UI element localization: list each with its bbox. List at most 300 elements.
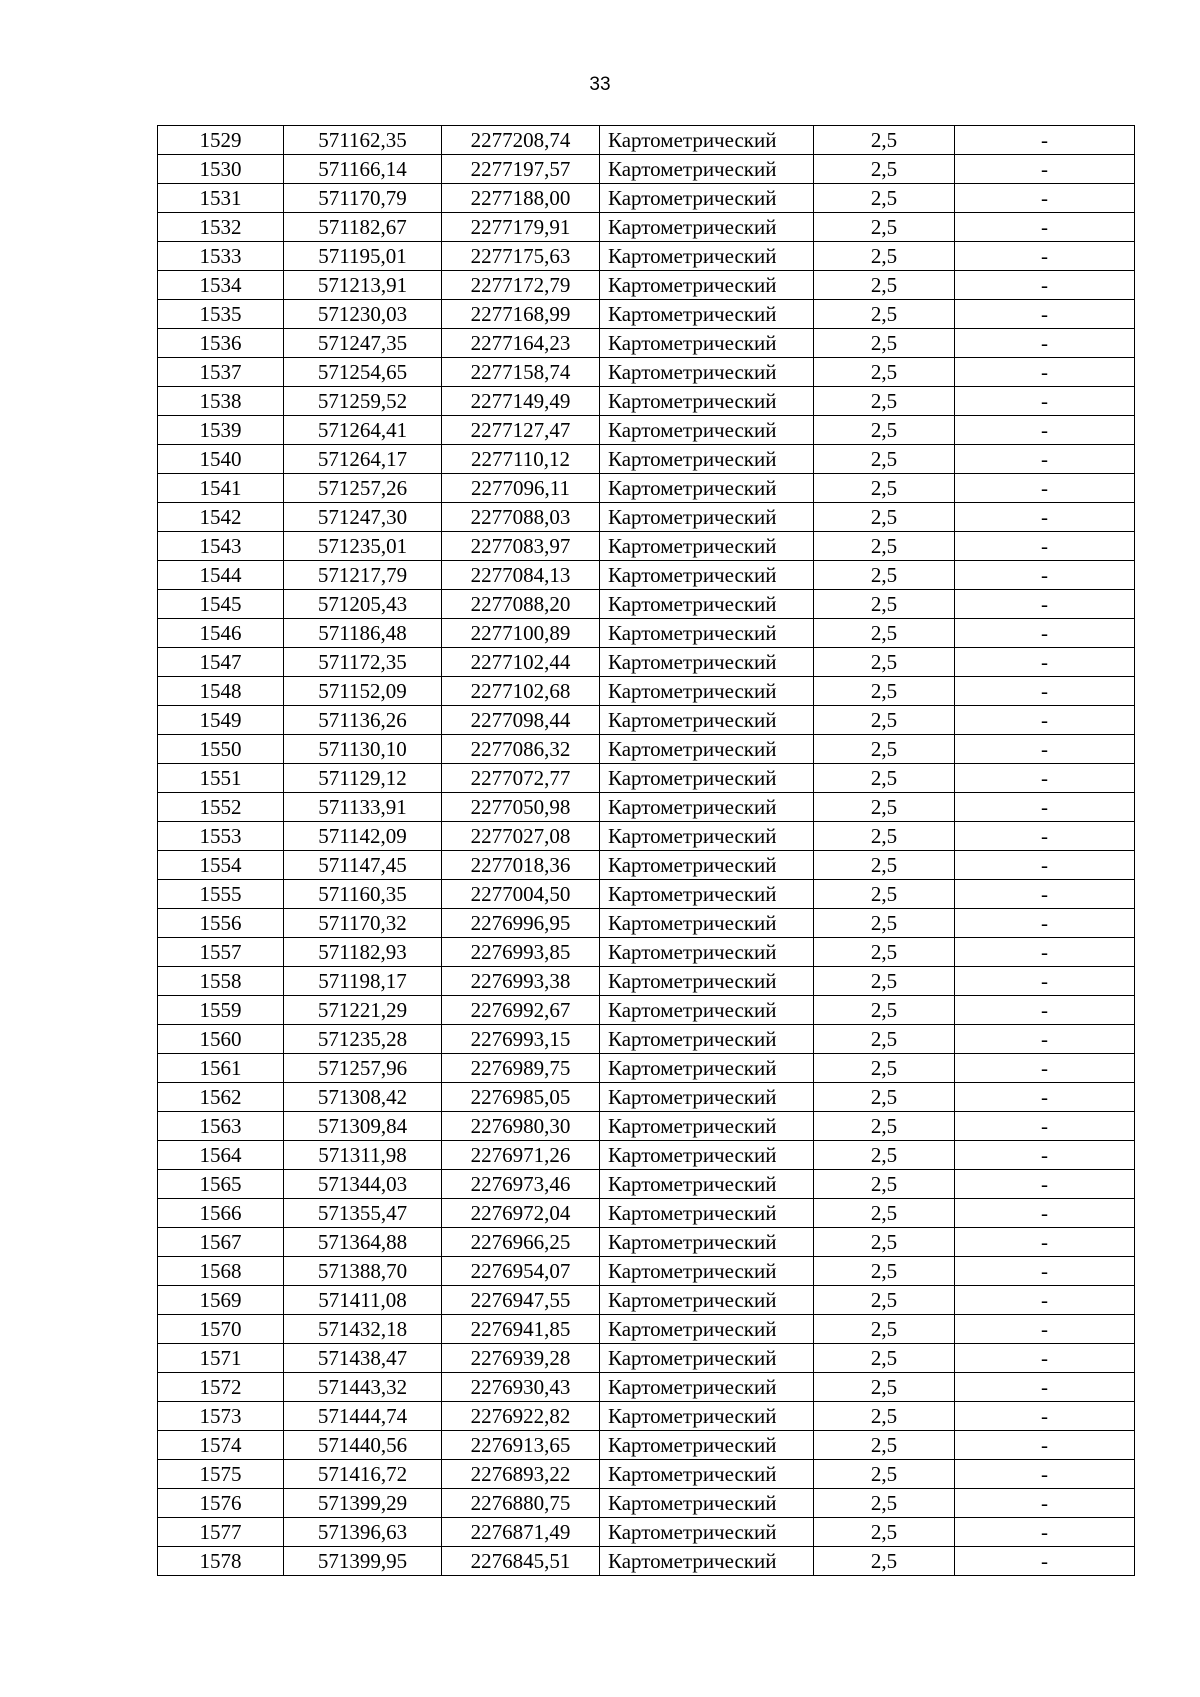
coord-y-cell: 2277208,74 bbox=[442, 126, 600, 155]
point-number-cell: 1555 bbox=[158, 880, 284, 909]
accuracy-cell: 2,5 bbox=[814, 1431, 955, 1460]
point-number-cell: 1551 bbox=[158, 764, 284, 793]
point-number-cell: 1563 bbox=[158, 1112, 284, 1141]
point-number-cell: 1552 bbox=[158, 793, 284, 822]
table-row bbox=[158, 648, 1135, 677]
coord-x-cell: 571130,10 bbox=[284, 735, 442, 764]
description-cell: - bbox=[955, 1431, 1135, 1460]
coord-x-cell: 571247,35 bbox=[284, 329, 442, 358]
accuracy-cell: 2,5 bbox=[814, 793, 955, 822]
coord-x-cell: 571160,35 bbox=[284, 880, 442, 909]
coord-x-cell: 571235,28 bbox=[284, 1025, 442, 1054]
method-cell: Картометрический bbox=[600, 1199, 814, 1228]
description-cell: - bbox=[955, 561, 1135, 590]
description-cell: - bbox=[955, 387, 1135, 416]
description-cell: - bbox=[955, 619, 1135, 648]
coord-y-cell: 2276880,75 bbox=[442, 1489, 600, 1518]
point-number-cell: 1537 bbox=[158, 358, 284, 387]
point-number-cell: 1557 bbox=[158, 938, 284, 967]
accuracy-cell: 2,5 bbox=[814, 648, 955, 677]
accuracy-cell: 2,5 bbox=[814, 909, 955, 938]
method-cell: Картометрический bbox=[600, 590, 814, 619]
description-cell: - bbox=[955, 271, 1135, 300]
description-cell: - bbox=[955, 1547, 1135, 1576]
coord-y-cell: 2276947,55 bbox=[442, 1286, 600, 1315]
coord-y-cell: 2277088,20 bbox=[442, 590, 600, 619]
description-cell: - bbox=[955, 880, 1135, 909]
accuracy-cell: 2,5 bbox=[814, 1460, 955, 1489]
coord-y-cell: 2276966,25 bbox=[442, 1228, 600, 1257]
table-row bbox=[158, 445, 1135, 474]
coord-y-cell: 2277098,44 bbox=[442, 706, 600, 735]
accuracy-cell: 2,5 bbox=[814, 1141, 955, 1170]
method-cell: Картометрический bbox=[600, 1286, 814, 1315]
description-cell: - bbox=[955, 735, 1135, 764]
table-row bbox=[158, 793, 1135, 822]
coordinates-table bbox=[157, 125, 1135, 1576]
description-cell: - bbox=[955, 358, 1135, 387]
coord-x-cell: 571416,72 bbox=[284, 1460, 442, 1489]
point-number-cell: 1564 bbox=[158, 1141, 284, 1170]
point-number-cell: 1567 bbox=[158, 1228, 284, 1257]
description-cell: - bbox=[955, 1025, 1135, 1054]
method-cell: Картометрический bbox=[600, 387, 814, 416]
accuracy-cell: 2,5 bbox=[814, 1547, 955, 1576]
accuracy-cell: 2,5 bbox=[814, 474, 955, 503]
description-cell: - bbox=[955, 648, 1135, 677]
coord-x-cell: 571213,91 bbox=[284, 271, 442, 300]
accuracy-cell: 2,5 bbox=[814, 1199, 955, 1228]
coord-x-cell: 571432,18 bbox=[284, 1315, 442, 1344]
method-cell: Картометрический bbox=[600, 416, 814, 445]
accuracy-cell: 2,5 bbox=[814, 387, 955, 416]
accuracy-cell: 2,5 bbox=[814, 735, 955, 764]
table-row bbox=[158, 822, 1135, 851]
description-cell: - bbox=[955, 1170, 1135, 1199]
coordinates-table-body bbox=[158, 126, 1135, 1576]
coord-x-cell: 571182,67 bbox=[284, 213, 442, 242]
table-row bbox=[158, 242, 1135, 271]
accuracy-cell: 2,5 bbox=[814, 532, 955, 561]
method-cell: Картометрический bbox=[600, 503, 814, 532]
accuracy-cell: 2,5 bbox=[814, 271, 955, 300]
point-number-cell: 1545 bbox=[158, 590, 284, 619]
table-row bbox=[158, 1402, 1135, 1431]
point-number-cell: 1560 bbox=[158, 1025, 284, 1054]
point-number-cell: 1540 bbox=[158, 445, 284, 474]
point-number-cell: 1535 bbox=[158, 300, 284, 329]
page-number: 33 bbox=[589, 74, 611, 95]
table-row bbox=[158, 735, 1135, 764]
coord-x-cell: 571308,42 bbox=[284, 1083, 442, 1112]
coord-x-cell: 571230,03 bbox=[284, 300, 442, 329]
point-number-cell: 1548 bbox=[158, 677, 284, 706]
coord-y-cell: 2277004,50 bbox=[442, 880, 600, 909]
accuracy-cell: 2,5 bbox=[814, 1373, 955, 1402]
point-number-cell: 1546 bbox=[158, 619, 284, 648]
coord-x-cell: 571399,95 bbox=[284, 1547, 442, 1576]
description-cell: - bbox=[955, 996, 1135, 1025]
table-row bbox=[158, 1025, 1135, 1054]
point-number-cell: 1531 bbox=[158, 184, 284, 213]
point-number-cell: 1538 bbox=[158, 387, 284, 416]
coord-y-cell: 2277188,00 bbox=[442, 184, 600, 213]
point-number-cell: 1573 bbox=[158, 1402, 284, 1431]
description-cell: - bbox=[955, 1402, 1135, 1431]
method-cell: Картометрический bbox=[600, 735, 814, 764]
accuracy-cell: 2,5 bbox=[814, 1518, 955, 1547]
table-row bbox=[158, 300, 1135, 329]
coord-y-cell: 2276973,46 bbox=[442, 1170, 600, 1199]
description-cell: - bbox=[955, 1373, 1135, 1402]
method-cell: Картометрический bbox=[600, 1402, 814, 1431]
accuracy-cell: 2,5 bbox=[814, 996, 955, 1025]
accuracy-cell: 2,5 bbox=[814, 1489, 955, 1518]
coord-y-cell: 2277175,63 bbox=[442, 242, 600, 271]
point-number-cell: 1577 bbox=[158, 1518, 284, 1547]
coord-y-cell: 2277172,79 bbox=[442, 271, 600, 300]
coord-y-cell: 2276993,38 bbox=[442, 967, 600, 996]
coord-y-cell: 2276922,82 bbox=[442, 1402, 600, 1431]
point-number-cell: 1559 bbox=[158, 996, 284, 1025]
description-cell: - bbox=[955, 416, 1135, 445]
description-cell: - bbox=[955, 445, 1135, 474]
description-cell: - bbox=[955, 764, 1135, 793]
method-cell: Картометрический bbox=[600, 213, 814, 242]
coord-y-cell: 2276993,15 bbox=[442, 1025, 600, 1054]
description-cell: - bbox=[955, 1344, 1135, 1373]
table-row bbox=[158, 1344, 1135, 1373]
point-number-cell: 1543 bbox=[158, 532, 284, 561]
method-cell: Картометрический bbox=[600, 155, 814, 184]
coord-x-cell: 571235,01 bbox=[284, 532, 442, 561]
description-cell: - bbox=[955, 1141, 1135, 1170]
table-row bbox=[158, 938, 1135, 967]
accuracy-cell: 2,5 bbox=[814, 503, 955, 532]
point-number-cell: 1553 bbox=[158, 822, 284, 851]
table-row bbox=[158, 1257, 1135, 1286]
accuracy-cell: 2,5 bbox=[814, 445, 955, 474]
description-cell: - bbox=[955, 909, 1135, 938]
point-number-cell: 1572 bbox=[158, 1373, 284, 1402]
coord-x-cell: 571129,12 bbox=[284, 764, 442, 793]
table-row bbox=[158, 1286, 1135, 1315]
coord-x-cell: 571309,84 bbox=[284, 1112, 442, 1141]
table-row bbox=[158, 1460, 1135, 1489]
description-cell: - bbox=[955, 1228, 1135, 1257]
description-cell: - bbox=[955, 938, 1135, 967]
description-cell: - bbox=[955, 503, 1135, 532]
coord-y-cell: 2276992,67 bbox=[442, 996, 600, 1025]
description-cell: - bbox=[955, 126, 1135, 155]
table-row bbox=[158, 213, 1135, 242]
method-cell: Картометрический bbox=[600, 1460, 814, 1489]
method-cell: Картометрический bbox=[600, 329, 814, 358]
accuracy-cell: 2,5 bbox=[814, 416, 955, 445]
accuracy-cell: 2,5 bbox=[814, 880, 955, 909]
coord-x-cell: 571364,88 bbox=[284, 1228, 442, 1257]
method-cell: Картометрический bbox=[600, 1373, 814, 1402]
table-row bbox=[158, 387, 1135, 416]
coord-y-cell: 2276939,28 bbox=[442, 1344, 600, 1373]
description-cell: - bbox=[955, 1083, 1135, 1112]
coord-y-cell: 2276954,07 bbox=[442, 1257, 600, 1286]
coord-x-cell: 571264,17 bbox=[284, 445, 442, 474]
coord-y-cell: 2277096,11 bbox=[442, 474, 600, 503]
point-number-cell: 1570 bbox=[158, 1315, 284, 1344]
method-cell: Картометрический bbox=[600, 1315, 814, 1344]
coord-y-cell: 2276871,49 bbox=[442, 1518, 600, 1547]
table-row bbox=[158, 851, 1135, 880]
accuracy-cell: 2,5 bbox=[814, 1025, 955, 1054]
coord-y-cell: 2276893,22 bbox=[442, 1460, 600, 1489]
coord-y-cell: 2276845,51 bbox=[442, 1547, 600, 1576]
coord-x-cell: 571147,45 bbox=[284, 851, 442, 880]
table-row bbox=[158, 184, 1135, 213]
coord-x-cell: 571170,79 bbox=[284, 184, 442, 213]
table-row bbox=[158, 1199, 1135, 1228]
table-row bbox=[158, 1431, 1135, 1460]
description-cell: - bbox=[955, 242, 1135, 271]
coord-y-cell: 2276989,75 bbox=[442, 1054, 600, 1083]
coord-x-cell: 571186,48 bbox=[284, 619, 442, 648]
method-cell: Картометрический bbox=[600, 1170, 814, 1199]
method-cell: Картометрический bbox=[600, 271, 814, 300]
table-row bbox=[158, 590, 1135, 619]
coord-x-cell: 571136,26 bbox=[284, 706, 442, 735]
description-cell: - bbox=[955, 329, 1135, 358]
description-cell: - bbox=[955, 851, 1135, 880]
coord-y-cell: 2276913,65 bbox=[442, 1431, 600, 1460]
coord-y-cell: 2276993,85 bbox=[442, 938, 600, 967]
point-number-cell: 1561 bbox=[158, 1054, 284, 1083]
point-number-cell: 1566 bbox=[158, 1199, 284, 1228]
method-cell: Картометрический bbox=[600, 706, 814, 735]
method-cell: Картометрический bbox=[600, 648, 814, 677]
table-row bbox=[158, 503, 1135, 532]
point-number-cell: 1542 bbox=[158, 503, 284, 532]
description-cell: - bbox=[955, 1286, 1135, 1315]
coord-x-cell: 571388,70 bbox=[284, 1257, 442, 1286]
accuracy-cell: 2,5 bbox=[814, 329, 955, 358]
coord-y-cell: 2277127,47 bbox=[442, 416, 600, 445]
accuracy-cell: 2,5 bbox=[814, 1112, 955, 1141]
coord-x-cell: 571162,35 bbox=[284, 126, 442, 155]
point-number-cell: 1533 bbox=[158, 242, 284, 271]
coord-x-cell: 571142,09 bbox=[284, 822, 442, 851]
accuracy-cell: 2,5 bbox=[814, 1228, 955, 1257]
method-cell: Картометрический bbox=[600, 1083, 814, 1112]
point-number-cell: 1547 bbox=[158, 648, 284, 677]
method-cell: Картометрический bbox=[600, 822, 814, 851]
table-row bbox=[158, 764, 1135, 793]
description-cell: - bbox=[955, 155, 1135, 184]
method-cell: Картометрический bbox=[600, 474, 814, 503]
accuracy-cell: 2,5 bbox=[814, 561, 955, 590]
coord-x-cell: 571257,96 bbox=[284, 1054, 442, 1083]
description-cell: - bbox=[955, 1460, 1135, 1489]
point-number-cell: 1541 bbox=[158, 474, 284, 503]
accuracy-cell: 2,5 bbox=[814, 126, 955, 155]
method-cell: Картометрический bbox=[600, 793, 814, 822]
coord-y-cell: 2277083,97 bbox=[442, 532, 600, 561]
table-row bbox=[158, 880, 1135, 909]
coord-y-cell: 2276941,85 bbox=[442, 1315, 600, 1344]
table-row bbox=[158, 1518, 1135, 1547]
accuracy-cell: 2,5 bbox=[814, 590, 955, 619]
coord-y-cell: 2277197,57 bbox=[442, 155, 600, 184]
table-row bbox=[158, 677, 1135, 706]
method-cell: Картометрический bbox=[600, 184, 814, 213]
accuracy-cell: 2,5 bbox=[814, 1083, 955, 1112]
point-number-cell: 1562 bbox=[158, 1083, 284, 1112]
coord-x-cell: 571166,14 bbox=[284, 155, 442, 184]
description-cell: - bbox=[955, 677, 1135, 706]
description-cell: - bbox=[955, 300, 1135, 329]
method-cell: Картометрический bbox=[600, 532, 814, 561]
method-cell: Картометрический bbox=[600, 1489, 814, 1518]
accuracy-cell: 2,5 bbox=[814, 764, 955, 793]
coord-x-cell: 571254,65 bbox=[284, 358, 442, 387]
coord-x-cell: 571133,91 bbox=[284, 793, 442, 822]
point-number-cell: 1565 bbox=[158, 1170, 284, 1199]
coord-y-cell: 2277084,13 bbox=[442, 561, 600, 590]
table-row bbox=[158, 532, 1135, 561]
description-cell: - bbox=[955, 706, 1135, 735]
accuracy-cell: 2,5 bbox=[814, 213, 955, 242]
accuracy-cell: 2,5 bbox=[814, 677, 955, 706]
description-cell: - bbox=[955, 1054, 1135, 1083]
table-row bbox=[158, 619, 1135, 648]
description-cell: - bbox=[955, 822, 1135, 851]
coord-x-cell: 571311,98 bbox=[284, 1141, 442, 1170]
description-cell: - bbox=[955, 184, 1135, 213]
coord-y-cell: 2277164,23 bbox=[442, 329, 600, 358]
table-row bbox=[158, 1170, 1135, 1199]
point-number-cell: 1544 bbox=[158, 561, 284, 590]
coord-y-cell: 2276972,04 bbox=[442, 1199, 600, 1228]
coord-x-cell: 571443,32 bbox=[284, 1373, 442, 1402]
coord-x-cell: 571440,56 bbox=[284, 1431, 442, 1460]
accuracy-cell: 2,5 bbox=[814, 619, 955, 648]
table-row bbox=[158, 1228, 1135, 1257]
accuracy-cell: 2,5 bbox=[814, 300, 955, 329]
table-row bbox=[158, 909, 1135, 938]
description-cell: - bbox=[955, 213, 1135, 242]
point-number-cell: 1556 bbox=[158, 909, 284, 938]
method-cell: Картометрический bbox=[600, 1141, 814, 1170]
accuracy-cell: 2,5 bbox=[814, 1402, 955, 1431]
point-number-cell: 1529 bbox=[158, 126, 284, 155]
coord-y-cell: 2277027,08 bbox=[442, 822, 600, 851]
accuracy-cell: 2,5 bbox=[814, 1170, 955, 1199]
coord-x-cell: 571198,17 bbox=[284, 967, 442, 996]
point-number-cell: 1578 bbox=[158, 1547, 284, 1576]
method-cell: Картометрический bbox=[600, 126, 814, 155]
method-cell: Картометрический bbox=[600, 677, 814, 706]
table-row bbox=[158, 126, 1135, 155]
coord-x-cell: 571411,08 bbox=[284, 1286, 442, 1315]
description-cell: - bbox=[955, 532, 1135, 561]
coord-y-cell: 2276996,95 bbox=[442, 909, 600, 938]
table-row bbox=[158, 1315, 1135, 1344]
method-cell: Картометрический bbox=[600, 242, 814, 271]
point-number-cell: 1530 bbox=[158, 155, 284, 184]
point-number-cell: 1569 bbox=[158, 1286, 284, 1315]
accuracy-cell: 2,5 bbox=[814, 851, 955, 880]
table-row bbox=[158, 996, 1135, 1025]
description-cell: - bbox=[955, 1112, 1135, 1141]
coord-y-cell: 2276971,26 bbox=[442, 1141, 600, 1170]
coord-x-cell: 571264,41 bbox=[284, 416, 442, 445]
coord-x-cell: 571217,79 bbox=[284, 561, 442, 590]
accuracy-cell: 2,5 bbox=[814, 822, 955, 851]
coord-y-cell: 2277168,99 bbox=[442, 300, 600, 329]
coord-y-cell: 2277050,98 bbox=[442, 793, 600, 822]
accuracy-cell: 2,5 bbox=[814, 706, 955, 735]
coord-y-cell: 2277088,03 bbox=[442, 503, 600, 532]
method-cell: Картометрический bbox=[600, 764, 814, 793]
table-row bbox=[158, 1083, 1135, 1112]
method-cell: Картометрический bbox=[600, 1518, 814, 1547]
table-row bbox=[158, 1489, 1135, 1518]
accuracy-cell: 2,5 bbox=[814, 155, 955, 184]
accuracy-cell: 2,5 bbox=[814, 242, 955, 271]
method-cell: Картометрический bbox=[600, 619, 814, 648]
method-cell: Картометрический bbox=[600, 1025, 814, 1054]
coord-y-cell: 2276930,43 bbox=[442, 1373, 600, 1402]
description-cell: - bbox=[955, 1257, 1135, 1286]
coord-y-cell: 2277072,77 bbox=[442, 764, 600, 793]
method-cell: Картометрический bbox=[600, 1112, 814, 1141]
point-number-cell: 1576 bbox=[158, 1489, 284, 1518]
coord-x-cell: 571344,03 bbox=[284, 1170, 442, 1199]
coord-y-cell: 2277102,68 bbox=[442, 677, 600, 706]
table-row bbox=[158, 561, 1135, 590]
point-number-cell: 1536 bbox=[158, 329, 284, 358]
description-cell: - bbox=[955, 1518, 1135, 1547]
coord-x-cell: 571438,47 bbox=[284, 1344, 442, 1373]
method-cell: Картометрический bbox=[600, 967, 814, 996]
coord-y-cell: 2277100,89 bbox=[442, 619, 600, 648]
table-row bbox=[158, 1547, 1135, 1576]
table-row bbox=[158, 967, 1135, 996]
coord-x-cell: 571195,01 bbox=[284, 242, 442, 271]
accuracy-cell: 2,5 bbox=[814, 1257, 955, 1286]
method-cell: Картометрический bbox=[600, 996, 814, 1025]
coord-y-cell: 2276980,30 bbox=[442, 1112, 600, 1141]
coord-y-cell: 2277179,91 bbox=[442, 213, 600, 242]
method-cell: Картометрический bbox=[600, 1431, 814, 1460]
coord-x-cell: 571182,93 bbox=[284, 938, 442, 967]
table-row bbox=[158, 1112, 1135, 1141]
table-row bbox=[158, 1373, 1135, 1402]
coord-x-cell: 571170,32 bbox=[284, 909, 442, 938]
description-cell: - bbox=[955, 1315, 1135, 1344]
point-number-cell: 1574 bbox=[158, 1431, 284, 1460]
coord-y-cell: 2277018,36 bbox=[442, 851, 600, 880]
method-cell: Картометрический bbox=[600, 1344, 814, 1373]
table-row bbox=[158, 706, 1135, 735]
method-cell: Картометрический bbox=[600, 938, 814, 967]
description-cell: - bbox=[955, 1489, 1135, 1518]
coord-x-cell: 571444,74 bbox=[284, 1402, 442, 1431]
method-cell: Картометрический bbox=[600, 445, 814, 474]
coord-y-cell: 2276985,05 bbox=[442, 1083, 600, 1112]
table-row bbox=[158, 155, 1135, 184]
table-row bbox=[158, 329, 1135, 358]
description-cell: - bbox=[955, 1199, 1135, 1228]
